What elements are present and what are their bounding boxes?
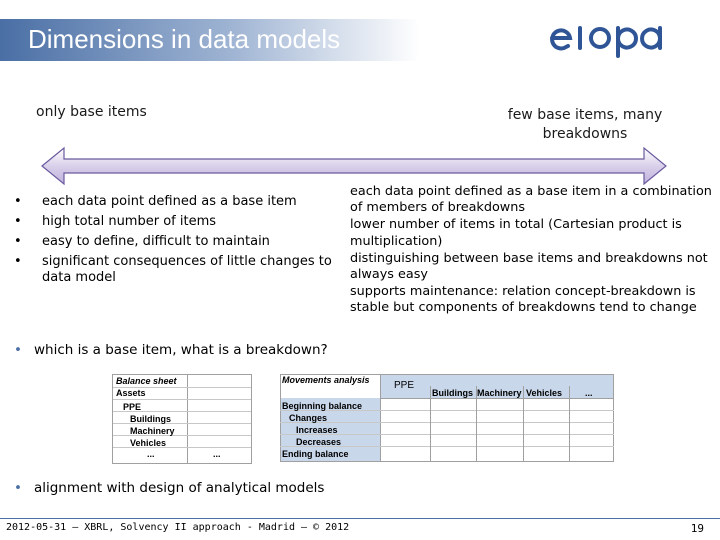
right-point: lower number of items in total (Cartesian product is multiplication) <box>350 217 682 249</box>
left-bullet-item: • each data point defined as a base item <box>14 194 344 210</box>
slide-title: Dimensions in data models <box>28 24 341 54</box>
table-title: Movements analysis <box>282 375 370 385</box>
label-few-base-items: few base items, many breakdowns <box>507 107 663 142</box>
column-header: Buildings <box>432 388 473 398</box>
table-row <box>113 447 251 460</box>
table-cell: Buildings <box>130 414 171 424</box>
table-cell: PPE <box>123 402 142 412</box>
left-bullet-list <box>14 194 344 290</box>
table-divider <box>430 386 431 462</box>
bullet-alignment <box>14 480 324 496</box>
table-cell: ... <box>147 449 155 459</box>
right-point: distinguishing between base items and breakdowns not always easy <box>350 250 708 283</box>
right-points <box>350 184 720 318</box>
column-group-label: PPE <box>394 380 415 391</box>
bullet-dot-icon: • <box>14 480 22 496</box>
table-border <box>280 374 281 462</box>
bullet-alignment-text: alignment with design of analytical models <box>33 480 325 496</box>
eiopa-logo <box>548 18 688 58</box>
right-point: each data point defined as a base item in a combination of members of breakdowns <box>350 184 712 216</box>
column-header: Vehicles <box>526 388 563 398</box>
row-header: Decreases <box>296 437 342 447</box>
row-header: Beginning balance <box>282 401 363 411</box>
table-divider <box>523 386 524 462</box>
table-row <box>280 422 614 423</box>
row-header: Changes <box>289 413 328 423</box>
bullet-dot-icon: • <box>14 342 22 358</box>
label-only-base-items: only base items <box>36 104 147 120</box>
footer-divider <box>0 518 720 519</box>
balance-sheet-table <box>112 374 252 464</box>
row-header: Ending balance <box>282 449 349 459</box>
table-cell: Assets <box>116 388 146 398</box>
table-divider <box>569 386 570 462</box>
left-bullet-item: • significant consequences of little changes to data model <box>14 254 344 285</box>
table-border <box>280 461 614 462</box>
table-cell: Vehicles <box>130 438 167 448</box>
bullet-question <box>14 342 328 358</box>
table-divider <box>380 374 381 462</box>
table-border <box>613 374 614 462</box>
row-header: Increases <box>296 425 338 435</box>
left-bullet-item: • easy to define, difficult to maintain <box>14 234 344 250</box>
table-cell: Machinery <box>130 426 175 436</box>
left-bullet-item: • high total number of items <box>14 214 344 230</box>
column-header: ... <box>585 388 593 398</box>
column-header: Machinery <box>477 388 522 398</box>
movements-analysis-table <box>280 374 614 462</box>
footer-text: 2012-05-31 – XBRL, Solvency II approach - Madrid – © 2012 <box>6 522 350 533</box>
bullet-question-text: which is a base item, what is a breakdown? <box>33 342 328 358</box>
table-title: Balance sheet <box>116 376 177 386</box>
right-point: supports maintenance: relation concept-breakdown is stable but components of breakdowns tend to change <box>350 284 697 316</box>
double-arrow-icon <box>40 146 668 186</box>
table-divider <box>380 398 614 399</box>
page-number: 19 <box>690 522 704 535</box>
table-cell: ... <box>213 449 221 459</box>
